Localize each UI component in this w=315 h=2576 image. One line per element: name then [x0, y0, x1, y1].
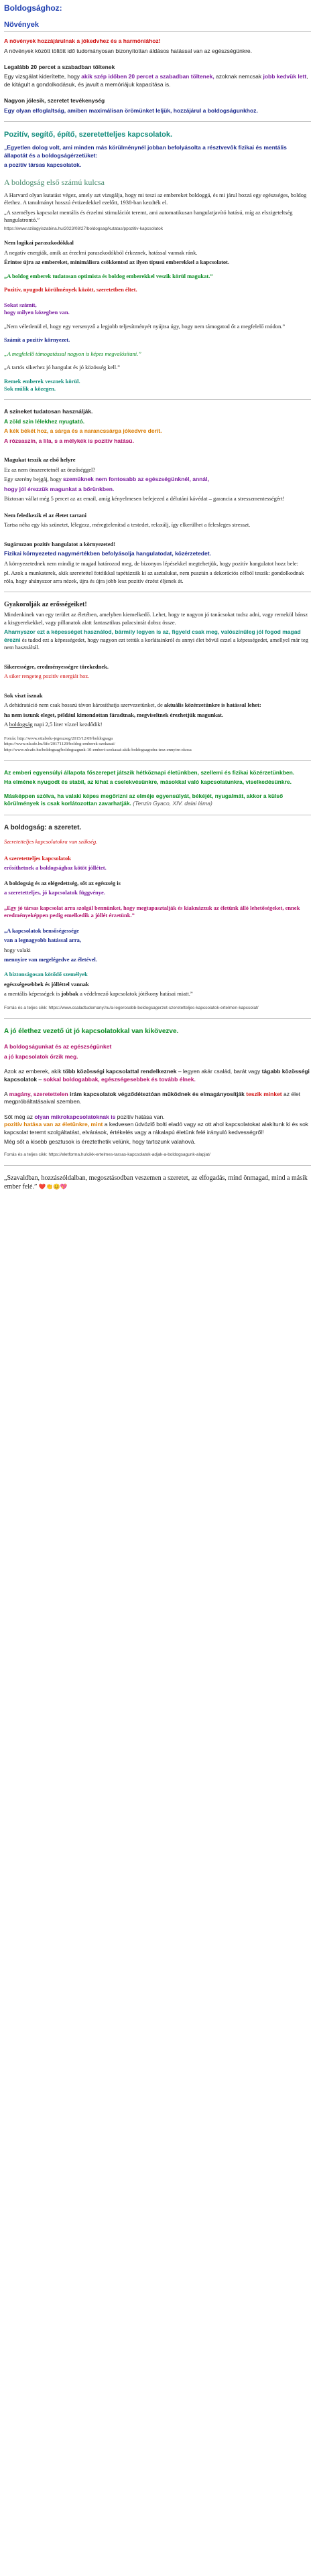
reference-3[interactable]: http://www.nlcafe.hu/boldogsag/boldogsagunk-10-emberi-szokasai-akik-boldogsagodra-tesz-ennyire-okosa	[4, 748, 192, 753]
love-p4d: mennyire van megelégedve az életével.	[4, 956, 97, 963]
color-blue-yellow: A kék békét hoz, a sárga és a narancssárga jókedvre derít.	[4, 427, 162, 435]
water-t4c: napi 2,5 liter vízzel kezdődik!	[32, 721, 103, 728]
path-c5: teszik minket	[246, 1091, 282, 1098]
outdoor-heading: Legalább 20 percet a szabadban töltenek	[4, 63, 115, 70]
harvard-quote: „Egyetlen dolog volt, ami minden más körülménynél jobban befolyásolta a résztvevők fizikai és mentális állapotát és a boldogságérzetüket:	[4, 144, 287, 159]
success-body: A siker rengeteg pozitív energiát hoz.	[4, 673, 90, 680]
path-b6: sokkal boldogabbak, egészségesebbek és tovább élnek.	[43, 1075, 196, 1083]
path-source[interactable]: Forrás és a teljes cikk: https://eletforma.hu/cikk-ertelmes-tarsas-kapcsolatok-adjak-a-boldogsagunk-alapjat/	[4, 1152, 210, 1157]
article-title: A boldogság első számú kulcsa	[4, 177, 105, 187]
outdoor-t4: jobb kedvük lett	[263, 73, 307, 80]
love-p5c1: a mentális képességek is	[4, 990, 62, 998]
path-d3: pozitív hatása van.	[115, 1113, 165, 1120]
calm-note: Pozitív, nyugodt körülmények között, szeretetben éltet.	[4, 286, 137, 293]
divider	[4, 121, 311, 122]
environment-lines: Sokat számít, hogy milyen közegben van.	[4, 301, 70, 316]
path-b4: tágabb közösségi kapcsolatok	[4, 1068, 310, 1083]
divider	[4, 760, 311, 761]
path-e: Még sőt a kisebb gesztusok is éreztethetik velünk, hogy tartozunk valahová.	[4, 1138, 196, 1146]
water-p3	[4, 721, 311, 728]
self-first-2	[4, 476, 311, 483]
negative-heading: Nem logikai paraszkodókkal	[4, 239, 74, 247]
water-t2: aktuális közérzetünkre is hatással lehet:	[164, 701, 261, 709]
water-p1	[4, 701, 311, 709]
people-lines: Remek emberek vesznek körül. Sok múlik a közegen.	[4, 377, 80, 393]
love-p2a: A boldogság és az elégedettség, sőt az egészség is	[4, 879, 121, 886]
path-c	[4, 1091, 311, 1106]
outdoor-t5: , de kitágult a gondolkodásuk, és javult a memóriájuk kapacitása is.	[4, 73, 308, 88]
section-title: Boldogsághoz:	[4, 3, 62, 13]
article-p1: A Harvard olyan kutatást végez, amely azt vizsgálja, hogy mi teszi az embereket boldoggá, és mi járul hozzá egy egészséges, boldog élethez. A tanulmányt hosszú évtizedekkel ezelőtt, 1938-ban kezdték el.	[4, 191, 307, 206]
activity-body: Egy olyan elfoglaltság, amiben maximálisan örömünket leljük, hozzájárul a boldogságunkhoz.	[4, 107, 258, 114]
harvard-quote-2: a pozitív társas kapcsolatok.	[4, 161, 82, 169]
outdoor-body	[4, 73, 311, 88]
negative-p1: A negatív energiák, amik az érzelmi paraszkodókból érkeznek, hatással vannak ránk.	[4, 249, 198, 256]
path-title: A jó élethez vezető út jó kapcsolatokkal van kikövezve.	[4, 1027, 179, 1035]
reference-2[interactable]: https://www.nlcafe.hu/life/20171129/boldog-emberek-szokasai/	[4, 742, 115, 747]
plants-body: A növények között töltött idő tudományosan bizonyítottan áldásos hatással van az egészségünkre.	[4, 47, 252, 54]
love-p5b: egészségesebbek és jólléttel vannak	[4, 980, 89, 988]
rest-body: Tartsa néha egy kis szünetet, lélegezz, méregtelenítsd a testedet, relaxálj, így elkerülhet a felesleges stresszt.	[4, 521, 251, 529]
support-quote: „A megfelelő támogatással nagyon is képes megvalósítani.”	[4, 350, 142, 357]
path-d	[4, 1113, 311, 1136]
success-heading: Sikerességre, eredményességre törekednek.	[4, 663, 109, 670]
water-t4a: A	[4, 721, 9, 728]
self-first-3: hogy jól érezzük magunkat a bőrünkben.	[4, 485, 115, 492]
dalai-q3	[4, 793, 311, 808]
self-first-1: Ez az nem önszeretetnél az önzőséggel?	[4, 466, 96, 473]
strengths-t3: és tudod ezt a	[20, 636, 55, 643]
path-a2: a jó kapcsolatok őrzik meg.	[4, 1053, 78, 1060]
activity-heading: Nagyon jólesik, szeretet tevékenység	[4, 97, 105, 105]
outdoor-t1: Egy vizsgálat kiderítette, hogy	[4, 73, 82, 80]
path-d8: elvárások, értékelés vagy a rákalapú életünk felé irányuló	[80, 1128, 227, 1136]
path-b	[4, 1068, 311, 1083]
love-p5c2: jobbak	[61, 990, 78, 998]
self-first-2b: szemüknek nem fontosabb az egészségünknél, annál,	[63, 476, 209, 483]
self-first-4: Biztosan vállat még 5 percet az az email, amíg kényelmesen befejezed a délutáni kávédat – garancia a stresszmentességért!	[4, 495, 285, 502]
path-d2: olyan mikrokapcsolatoknak is	[34, 1113, 116, 1120]
path-c1: A	[4, 1091, 9, 1098]
closing-emoji-icon: ❤️👏😊💖	[38, 1183, 68, 1191]
plants-lead: A növények hozzájárulnak a jókedvhez és a harmóniához!	[4, 38, 161, 45]
positive-env-heading: Számít a pozitív környezet.	[4, 336, 70, 344]
path-b1: Azok az emberek, akik	[4, 1068, 63, 1075]
mood-p2: pl. Azok a munkaterek, akik szeretettel fotóikkal tapétázzák ki az asztalukat, nem pusztán a dekorációs célból teszik: gondolkodnak róla, hogy ahányszor arra nézek, újra és újra jobb lesz pozitív érzést éljenek át.	[4, 569, 304, 584]
mood-heading: Sugározzon pozitív hangulatot a környezeted!	[4, 540, 116, 547]
divider	[4, 1018, 311, 1019]
water-p2: ha nem iszunk eleget, például kimondottan fáradtnak, megviseltnek érezhetjük magunkat.	[4, 711, 224, 718]
path-c4: végződéteztóan működnek és elmagányosítják	[117, 1091, 247, 1098]
dalai-attrib: (Tenzin Gyaco, XIV. dalai láma)	[131, 800, 212, 807]
love-p5a: A biztonságosan kötődő személyek	[4, 971, 88, 978]
color-green: A zöld szín lélekhez nyugtató.	[4, 417, 85, 425]
love-p4a: „A kapcsolatok bensőségessége	[4, 927, 79, 934]
path-d7: alakítunk ki és sok kapcsolat teremt szolgáltatást,	[4, 1121, 309, 1136]
path-d4: pozitív hatása van az életünkre, mint	[4, 1121, 103, 1128]
relationships-heading: Pozitív, segítő, építő, szeretetteljes kapcsolatok.	[4, 131, 173, 139]
closing-text: „Szavaldban, hozzászóldalban, megosztásodban veszemen a szeretet, az elfogadás, mind önmagad, mind a másik ember felé.”	[4, 1174, 308, 1191]
path-d1: Sőt még az	[4, 1113, 35, 1120]
mood-lead: Fizikai környezeted nagymértékben befolyásolja hangulatodat, közérzetedet.	[4, 550, 211, 557]
outdoor-t3: azoknak nemcsak	[214, 73, 263, 80]
love-p4c: hogy valaki	[4, 946, 31, 953]
love-p1b: erősíthetnek a boldogsághoz kötöt jóllétet.	[4, 864, 107, 872]
mood-p1: A környezetednek nem mindig te magad határozod meg, de bizonyos lépésekkel megtehetjük, hogy pozitív hangulatot hozz bele:	[4, 559, 299, 567]
strengths-t2: valószínűleg jól fogod magad érezni	[4, 628, 301, 643]
divider	[4, 1165, 311, 1166]
color-pink: A rózsaszín, a lila, s a mélykék is pozitív hatású.	[4, 437, 134, 444]
water-t4b: boldogság	[9, 721, 33, 728]
strengths-t1: Aharnyszor ezt a képességet használod, bármily legyen is az, figyeld csak meg,	[4, 628, 220, 636]
dalai-q1: Az emberi egyensúlyi állapota főszerepet játszik hétköznapi életünkben, szellemi és fizikai közérzetünkben.	[4, 768, 295, 776]
self-first-2a: Egy szerény bejgáj, hogy	[4, 476, 64, 483]
love-p1: A szeretetteljes kapcsolatok	[4, 854, 71, 862]
success-quote: „A tartós sikerhez jó hangulat és jó közösség kell.”	[4, 364, 121, 371]
strengths-t5: , hogy nagyon ezt tettük a korlátainkról és annyi élet bővül ezzel a képességedet, amellyel már teg nem használtál.	[4, 636, 308, 651]
path-a1: A boldogságunkat és az egészségünket	[4, 1043, 112, 1050]
optimist-quote: „A boldog emberek tudatosan optimista és boldog emberekkel veszik körül magukat.”	[4, 272, 213, 279]
path-b5: –	[37, 1075, 44, 1083]
strengths-p2	[4, 628, 311, 651]
path-b3: – legyen akár család, barát vagy	[176, 1068, 262, 1075]
closing-quote	[4, 1174, 311, 1192]
path-b2: több közösségi kapcsolattal rendelkeznek	[62, 1068, 177, 1075]
love-p2b: a szeretetteljes, jó kapcsolatok függvénye.	[4, 889, 105, 896]
athlete-para: „Nem véletlenül el, hogy egy versenyző a legjobb teljesítményét nyújtsa úgy, hogy nem támogatod őt a megfelelő módon.”	[4, 322, 286, 330]
path-d5: a kedvesen üdvözlő bolti eladó vagy az ott	[103, 1121, 212, 1128]
document	[0, 0, 315, 1192]
dalai-q2: Ha elmének nyugodt és stabil, az kihat a cselekvésünkre, másokkal való kapcsolatunkra, viselkedésünkre.	[4, 778, 292, 786]
love-title: A boldogság: a szeretet.	[4, 823, 82, 831]
path-c2: magány, szeretettelen	[9, 1091, 68, 1098]
water-heading: Sok viszt isznak	[4, 691, 43, 699]
strengths-t4: képességedet	[54, 636, 85, 643]
path-d6: ahol kapcsolatokat	[211, 1121, 261, 1128]
plants-heading: Növények	[4, 20, 311, 32]
reference-1[interactable]: Forrás: http://www.ottabolu-jegeszseg/2015/12/09/boldogsaga	[4, 736, 113, 741]
negative-p2: Érintse újra az embereket, minimálisra csökkentsd az ilyen típusú emberekkel a kapcsolatot.	[4, 259, 230, 266]
divider	[4, 399, 311, 400]
path-c6: az élet megpróbáltatásaival szemben.	[4, 1091, 301, 1105]
strengths-heading: Gyakorolják az erősségeiket!	[4, 600, 87, 608]
love-p5c	[4, 990, 311, 998]
article-p2: „A személyes kapcsolat mentális és érzelmi stimulációt teremt, ami automatikusan hangulatjavító hatású, míg az elszigeteltség hangulatrontó.”	[4, 208, 293, 224]
love-p3: „Egy jó társas kapcsolat arra szolgál bennünket, hogy megtapasztalják és kiaknázzuk az életünk álló lehetőségeket, ennek eredményeképpen pedig emelkedik a jóllét érzetünk.”	[4, 904, 300, 919]
dalai-q3a: Másképpen szólva, ha valaki képes megőrizni az elméje egyensúlyát, békéjét, nyugalmát, akkor a külső körülmények is csak korlátozottan zavarhatják.	[4, 792, 284, 807]
path-c3: irám kapcsolatok	[68, 1091, 117, 1098]
love-source[interactable]: Forrás és a teljes cikk: https://www.csaladtudomany.hu/a-legerosebb-boldogsagerzet-szeretetteljes-kapcsolatok-ertelmen-kapcsolat/	[4, 1005, 259, 1010]
strengths-p1: Mindenkinek van egy terület az életében, amelyben kiemelkedő. Lehet, hogy te nagyon jó tanácsokat tudsz adni, vagy remekül bánsz a kisgyerekekkel, vagy pillanatok alatt fantasztikus palacsintát dobsz össze.	[4, 611, 308, 626]
colors-heading: A színeket tudatosan használják.	[4, 408, 93, 415]
water-t1: A dehidratáció nem csak hosszú távon károsíthatja szervezetünket, de	[4, 701, 164, 709]
self-first-heading: Magukat teszik az első helyre	[4, 456, 76, 464]
outdoor-t2: akik szép időben 20 percet a szabadban töltenek,	[81, 73, 214, 80]
love-sub: Szeretetteljes kapcsolatokra van szükség.	[4, 838, 98, 845]
rest-heading: Nem feledkezik el az életet tartani	[4, 511, 86, 519]
source-link[interactable]: https://www.szilagyiszabina.hu/2023/08/27/boldogsag/kutatas/ppozitiv-kapcsolatok	[4, 226, 164, 231]
love-p5c3: a védelmező kapcsolatok jótékony hatásai miatt.”	[78, 990, 193, 998]
love-p4b: van a legnagyobb hatással arra,	[4, 937, 81, 944]
path-d9: kedvességről!	[227, 1128, 264, 1136]
